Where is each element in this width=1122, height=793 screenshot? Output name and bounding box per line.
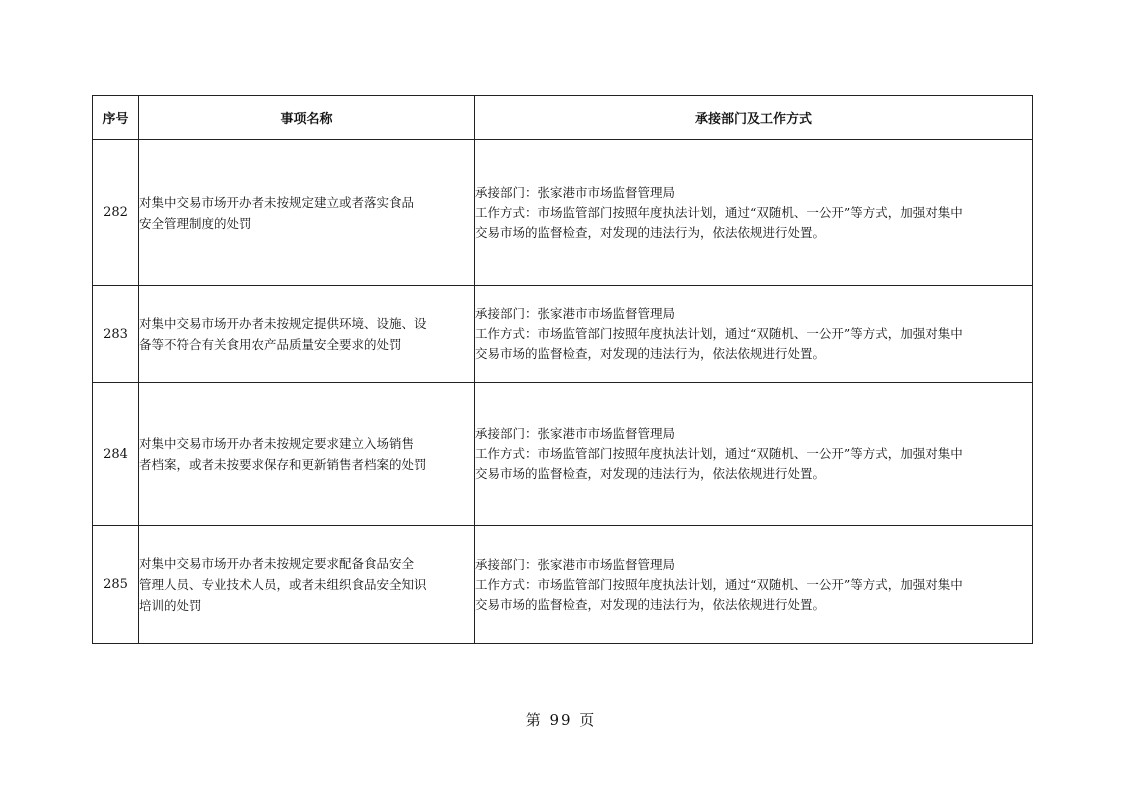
- method-line: 交易市场的监督检查，对发现的违法行为，依法依规进行处置。: [475, 466, 826, 481]
- item-name-line: 对集中交易市场开办者未按规定要求建立入场销售: [139, 436, 415, 451]
- dept-method: [475, 383, 1033, 526]
- header-serial: 序号: [93, 96, 139, 140]
- table-row: [93, 286, 1033, 383]
- item-name-line: 者档案，或者未按要求保存和更新销售者档案的处罚: [139, 457, 427, 472]
- dept-method: [475, 526, 1033, 644]
- item-name: [139, 286, 475, 383]
- method-line: 工作方式：市场监管部门按照年度执法计划，通过“双随机、一公开”等方式，加强对集中: [475, 446, 963, 461]
- item-name-line: 对集中交易市场开办者未按规定提供环境、设施、设: [139, 316, 427, 331]
- item-name-line: 对集中交易市场开办者未按规定建立或者落实食品: [139, 194, 415, 210]
- dept-line: 承接部门：张家港市市场监督管理局: [475, 556, 676, 572]
- method-line: 工作方式：市场监管部门按照年度执法计划，通过“双随机、一公开”等方式，加强对集中: [475, 204, 963, 220]
- row-number: 283: [93, 286, 139, 383]
- header-dept-method: 承接部门及工作方式: [475, 96, 1033, 140]
- items-table: [92, 95, 1033, 644]
- item-name-line: 培训的处罚: [139, 598, 202, 613]
- table-row: [93, 140, 1033, 286]
- row-number: 282: [93, 140, 139, 286]
- dept-method: [475, 140, 1033, 286]
- item-name-line: 安全管理制度的处罚: [139, 215, 252, 231]
- dept-line: 承接部门：张家港市市场监督管理局: [475, 184, 676, 200]
- row-number: 285: [93, 526, 139, 644]
- item-name: [139, 526, 475, 644]
- method-line: 交易市场的监督检查，对发现的违法行为，依法依规进行处置。: [475, 346, 826, 361]
- page-number: 第 99 页: [525, 711, 597, 729]
- row-number: 284: [93, 383, 139, 526]
- item-name-line: 管理人员、专业技术人员，或者未组织食品安全知识: [139, 577, 427, 592]
- dept-method: [475, 286, 1033, 383]
- header-row: [93, 96, 1033, 140]
- table-row: [93, 383, 1033, 526]
- method-line: 工作方式：市场监管部门按照年度执法计划，通过“双随机、一公开”等方式，加强对集中: [475, 576, 963, 592]
- item-name-line: 对集中交易市场开办者未按规定要求配备食品安全: [139, 556, 415, 571]
- method-line: 交易市场的监督检查，对发现的违法行为，依法依规进行处置。: [475, 596, 826, 612]
- item-name: [139, 140, 475, 286]
- table-row: [93, 526, 1033, 644]
- header-item-name: 事项名称: [139, 96, 475, 140]
- method-line: 交易市场的监督检查，对发现的违法行为，依法依规进行处置。: [475, 224, 826, 240]
- method-line: 工作方式：市场监管部门按照年度执法计划，通过“双随机、一公开”等方式，加强对集中: [475, 326, 963, 341]
- item-name: [139, 383, 475, 526]
- item-name-line: 备等不符合有关食用农产品质量安全要求的处罚: [139, 337, 402, 352]
- dept-line: 承接部门：张家港市市场监督管理局: [475, 426, 676, 441]
- dept-line: 承接部门：张家港市市场监督管理局: [475, 306, 676, 321]
